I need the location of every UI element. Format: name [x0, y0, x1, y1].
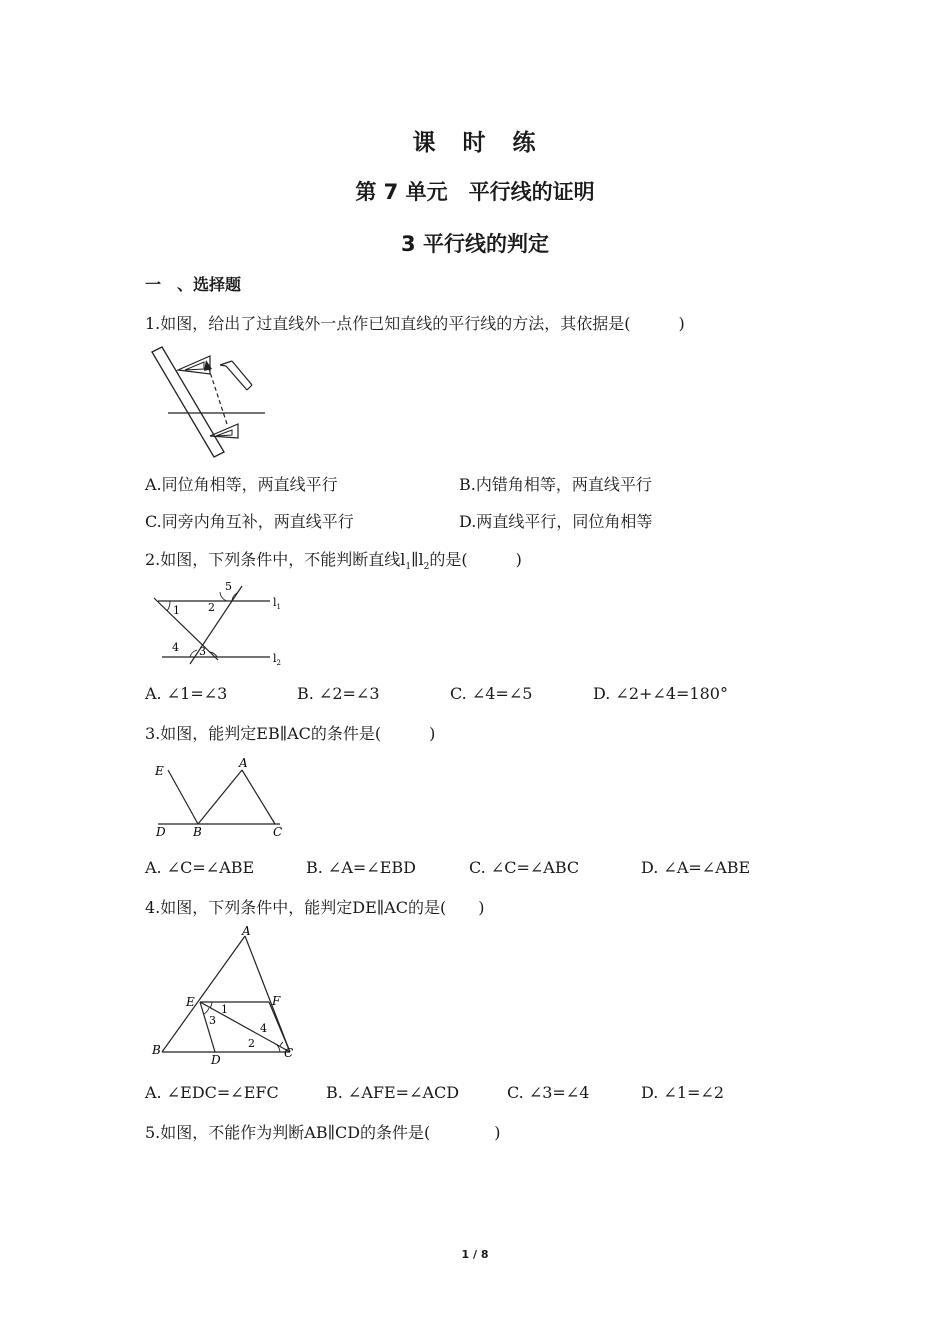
unit-title: 第 7 单元 平行线的证明	[355, 180, 595, 204]
q4-angle-1-label: 1	[221, 1003, 228, 1016]
question-3-option-a[interactable]: A. ∠C=∠ABE	[145, 858, 255, 877]
q2-angle-4-label: 4	[172, 641, 179, 654]
question-3-figure	[148, 754, 288, 842]
question-1-option-b[interactable]: B.内错角相等，两直线平行	[459, 475, 652, 494]
question-4-option-b[interactable]: B. ∠AFE=∠ACD	[326, 1083, 460, 1102]
document-title: 课 时 练	[412, 130, 538, 156]
q2-angle-2-label: 2	[208, 601, 215, 614]
question-2-stem: 2.如图，下列条件中，不能判断直线$l_1\parallel l_2$的是( )	[145, 550, 522, 573]
q3-point-d-label: D	[156, 825, 166, 839]
q4-angle-3-label: 3	[209, 1014, 216, 1027]
question-3-stem: 3.如图，能判定EB∥AC的条件是( )	[145, 724, 436, 743]
question-2-figure	[148, 576, 288, 668]
q3-point-e-label: E	[155, 764, 164, 778]
question-2-option-b[interactable]: B. ∠2=∠3	[297, 684, 380, 703]
q3-point-a-label: A	[239, 756, 248, 770]
q4-point-f-label: F	[272, 994, 281, 1008]
question-1-figure	[148, 344, 270, 462]
q3-point-b-label: B	[193, 825, 202, 839]
section-heading: 一 、选择题	[145, 275, 242, 294]
question-2-option-a[interactable]: A. ∠1=∠3	[145, 684, 228, 703]
question-3-option-d[interactable]: D. ∠A=∠ABE	[641, 858, 751, 877]
page-number: 1 / 8	[461, 1248, 489, 1261]
question-5-stem: 5.如图，不能作为判断AB∥CD的条件是( )	[145, 1123, 501, 1142]
question-1-option-a[interactable]: A.同位角相等，两直线平行	[145, 475, 338, 494]
q4-point-e-label: E	[186, 995, 195, 1009]
question-4-figure	[148, 924, 300, 1068]
q4-angle-4-label: 4	[260, 1022, 267, 1035]
q4-point-d-label: D	[211, 1053, 221, 1067]
q3-point-c-label: C	[273, 825, 283, 839]
question-4-option-c[interactable]: C. ∠3=∠4	[507, 1083, 590, 1102]
question-2-option-d[interactable]: D. ∠2+∠4=180°	[593, 684, 728, 703]
q4-angle-2-label: 2	[248, 1037, 255, 1050]
q2-angle-3-label: 3	[199, 645, 206, 658]
question-1-stem: 1.如图，给出了过直线外一点作已知直线的平行线的方法，其依据是( )	[145, 314, 685, 333]
q2-angle-1-label: 1	[173, 604, 180, 617]
lesson-title: 3 平行线的判定	[401, 232, 549, 256]
q4-point-c-label: C	[284, 1046, 294, 1060]
q2-line-l2-label: $l_2$	[273, 652, 281, 667]
q4-point-a-label: A	[242, 924, 251, 938]
q4-point-b-label: B	[152, 1043, 161, 1057]
question-4-option-d[interactable]: D. ∠1=∠2	[641, 1083, 725, 1102]
question-2-option-c[interactable]: C. ∠4=∠5	[450, 684, 533, 703]
question-4-stem: 4.如图，下列条件中，能判定DE∥AC的是( )	[145, 898, 485, 917]
q2-line-l1-label: $l_1$	[273, 596, 281, 611]
question-1-option-d[interactable]: D.两直线平行，同位角相等	[459, 512, 653, 531]
question-1-option-c[interactable]: C.同旁内角互补，两直线平行	[145, 512, 354, 531]
question-3-option-b[interactable]: B. ∠A=∠EBD	[306, 858, 416, 877]
question-3-option-c[interactable]: C. ∠C=∠ABC	[469, 858, 580, 877]
question-4-option-a[interactable]: A. ∠EDC=∠EFC	[145, 1083, 279, 1102]
q2-angle-5-label: 5	[225, 580, 232, 593]
